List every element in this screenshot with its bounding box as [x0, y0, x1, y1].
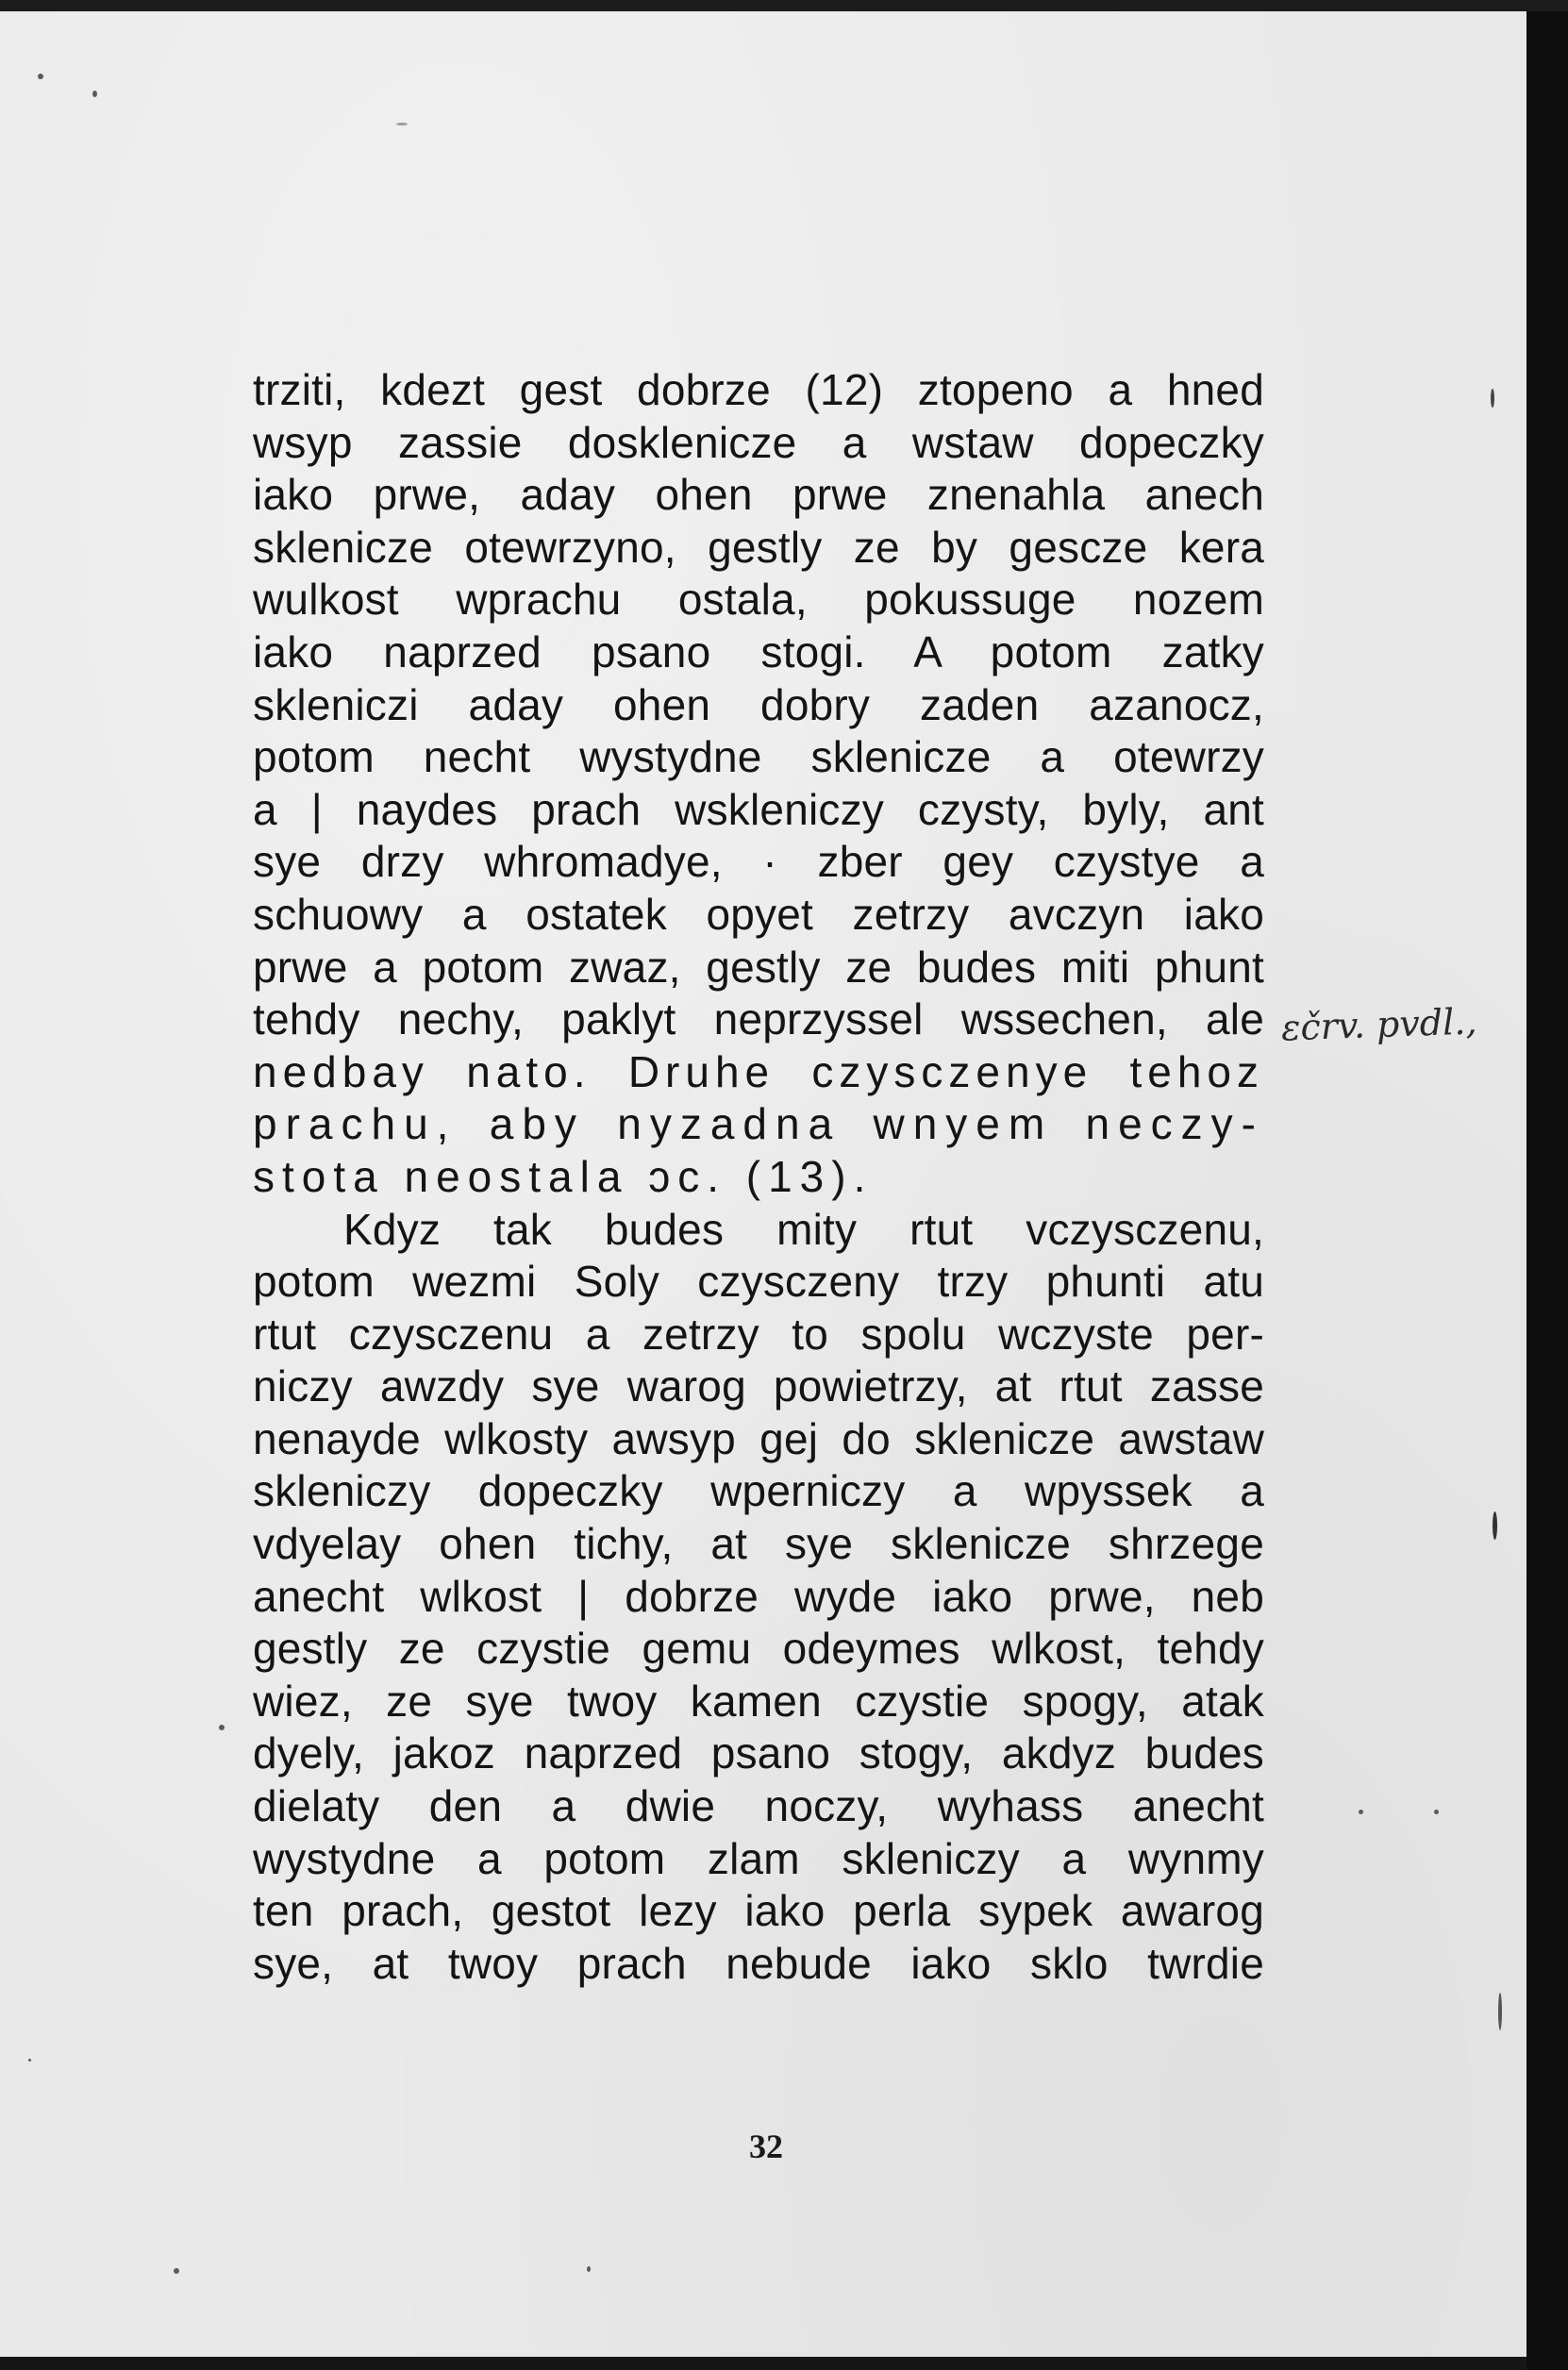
text-line: skleniczy dopeczky wperniczy a wpyssek a [253, 1466, 1264, 1516]
text-line-spaced: stota neostala ɔc. (13). [253, 1151, 874, 1201]
scan-right-edge [1526, 11, 1568, 2370]
text-line-spaced: prachu, aby nyzadna wnyem neczy- [253, 1099, 1264, 1149]
text-line: potom wezmi Soly czysczeny trzy phunti atu [253, 1257, 1264, 1307]
text-line: wsyp zassie dosklenicze a wstaw dopeczky [253, 417, 1264, 467]
paper-speck [1498, 1993, 1502, 2030]
paper-speck [92, 91, 97, 97]
text-line: sye drzy whromadye, · zber gey czystye a [253, 837, 1264, 887]
text-line: iako naprzed psano stogi. A potom zatky [253, 626, 1264, 676]
text-line: potom necht wystydne sklenicze a otewrzy [253, 732, 1264, 782]
text-line: rtut czysczenu a zetrzy to spolu wczyste per- [253, 1309, 1264, 1359]
paper-speck [396, 123, 408, 125]
text-line-spaced: nedbay nato. Druhe czysczenye tehoz [253, 1046, 1264, 1096]
handwritten-margin-note: ɛčrv. pvdl., [1280, 1000, 1478, 1049]
text-line: vdyelay ohen tichy, at sye sklenicze shrzege [253, 1519, 1264, 1569]
text-line: wystydne a potom zlam skleniczy a wynmy [253, 1833, 1264, 1883]
paper-speck [28, 2059, 31, 2061]
text-line: ten prach, gestot lezy iako perla sypek awarog [253, 1886, 1264, 1936]
page-number: 32 [749, 2128, 783, 2165]
paragraph-first-line: Kdyz tak budes mity rtut vczysczenu, [343, 1204, 1264, 1254]
text-line: dielaty den a dwie noczy, wyhass anecht [253, 1781, 1264, 1831]
paper-speck [174, 2268, 179, 2274]
text-line: schuowy a ostatek opyet zetrzy avczyn iako [253, 889, 1264, 939]
text-line: skleniczi aday ohen dobry zaden azanocz, [253, 679, 1264, 729]
paper-speck [1493, 1511, 1497, 1540]
text-line: wiez, ze sye twoy kamen czystie spogy, atak [253, 1676, 1264, 1726]
text-line: sklenicze otewrzyno, gestly ze by gescze kera [253, 522, 1264, 572]
page-body-text [253, 364, 1264, 1990]
text-line: gestly ze czystie gemu odeymes wlkost, tehdy [253, 1624, 1264, 1674]
text-line: prwe a potom zwaz, gestly ze budes miti phunt [253, 942, 1264, 992]
paper-speck [1359, 1810, 1363, 1814]
paper-speck [219, 1725, 225, 1730]
text-line: a | naydes prach wskleniczy czysty, byly, ant [253, 784, 1264, 834]
paper-speck [587, 2266, 591, 2272]
text-line: tehdy nechy, paklyt neprzyssel wssechen, ale [253, 994, 1264, 1044]
paper-speck [1434, 1810, 1439, 1814]
text-line: wulkost wprachu ostala, pokussuge nozem [253, 575, 1264, 625]
text-line: trziti, kdezt gest dobrze (12) ztopeno a hned [253, 365, 1264, 414]
text-line: iako prwe, aday ohen prwe znenahla anech [253, 470, 1264, 520]
paper-speck [38, 74, 43, 79]
text-line: nenayde wlkosty awsyp gej do sklenicze awstaw [253, 1413, 1264, 1463]
text-line: niczy awzdy sye warog powietrzy, at rtut zasse [253, 1361, 1264, 1411]
text-line: dyely, jakoz naprzed psano stogy, akdyz budes [253, 1728, 1264, 1778]
paper-speck [1491, 389, 1494, 408]
text-line: anecht wlkost | dobrze wyde iako prwe, neb [253, 1571, 1264, 1621]
text-line: sye, at twoy prach nebude iako sklo twrdie [253, 1938, 1264, 1988]
